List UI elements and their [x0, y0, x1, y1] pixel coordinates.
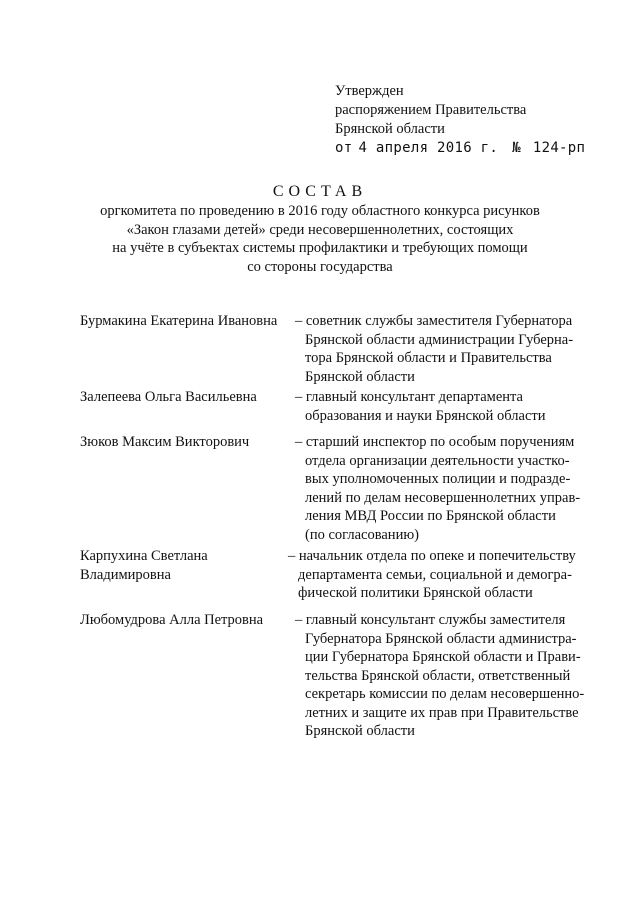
members-list: [80, 312, 600, 743]
description-line: отдела организации деятельности участко-: [305, 452, 570, 469]
description-line: фической политики Брянской области: [298, 585, 533, 601]
description-line: лений по делам несовершеннолетних управ-: [305, 489, 581, 506]
description-line: – главный консультант службы заместителя: [295, 612, 566, 628]
member-description: [295, 611, 600, 741]
title-line: на учёте в субъектах системы профилактики и требующих помощи: [112, 240, 528, 256]
member-description: [295, 388, 600, 425]
description-line: секретарь комиссии по делам несовершенно-: [305, 686, 585, 702]
description-line: ции Губернатора Брянской области и Прави-: [305, 649, 581, 665]
approval-stamp: [335, 82, 585, 158]
approval-line: распоряжением Правительства: [335, 102, 527, 118]
member-name: Бурмакина Екатерина Ивановна: [80, 313, 278, 329]
member-row: [80, 312, 600, 388]
member-name: Залепеева Ольга Васильевна: [80, 389, 257, 405]
description-line: (по согласованию): [305, 526, 419, 543]
title-main: СОСТАВ: [272, 183, 368, 200]
description-line: образования и науки Брянской области: [305, 407, 546, 424]
number-sign: №: [512, 140, 521, 156]
description-line: вых уполномоченных полиции и подразде-: [305, 471, 571, 487]
approval-line: Утвержден: [335, 83, 404, 99]
member-row: [80, 611, 600, 743]
description-line: департамента семьи, социальной и демогра-: [298, 566, 572, 583]
description-line: – начальник отдела по опеке и попечительству: [288, 548, 576, 564]
title-line: оргкомитета по проведению в 2016 году областного конкурса рисунков: [100, 203, 540, 219]
description-line: – старший инспектор по особым поручениям: [295, 434, 575, 450]
approval-number: 124-рп: [532, 140, 586, 156]
description-line: Брянской области: [305, 723, 415, 739]
description-line: ления МВД России по Брянской области: [305, 508, 556, 524]
description-line: тора Брянской области и Правительства: [305, 350, 552, 366]
member-name: Зюков Максим Викторович: [80, 434, 250, 450]
approval-line: Брянской области: [335, 121, 445, 137]
member-row: [80, 547, 600, 611]
member-name-line: Карпухина Светлана: [80, 548, 208, 564]
description-line: Брянской области администрации Губерна-: [305, 331, 574, 348]
approval-prefix: от: [335, 140, 353, 156]
member-row: [80, 388, 600, 433]
member-name-line: Владимировна: [80, 566, 171, 583]
description-line: летних и защите их прав при Правительстве: [305, 704, 579, 721]
member-description: [295, 433, 600, 544]
description-line: Губернатора Брянской области администра-: [305, 630, 577, 647]
member-name: Любомудрова Алла Петровна: [80, 612, 264, 628]
title-line: со стороны государства: [247, 258, 393, 275]
description-line: – советник службы заместителя Губернатора: [295, 313, 573, 329]
description-line: – главный консультант департамента: [295, 389, 523, 405]
approval-date-line: [335, 139, 585, 158]
member-row: [80, 433, 600, 547]
title-line: «Закон глазами детей» среди несовершеннолетних, состоящих: [126, 221, 514, 238]
document-title: [60, 182, 580, 276]
member-name: [80, 547, 290, 584]
description-line: тельства Брянской области, ответственный: [305, 667, 571, 684]
approval-date: 4 апреля 2016 г.: [358, 140, 499, 156]
description-line: Брянской области: [305, 368, 415, 385]
member-description: [295, 312, 600, 386]
member-description: [288, 547, 593, 603]
